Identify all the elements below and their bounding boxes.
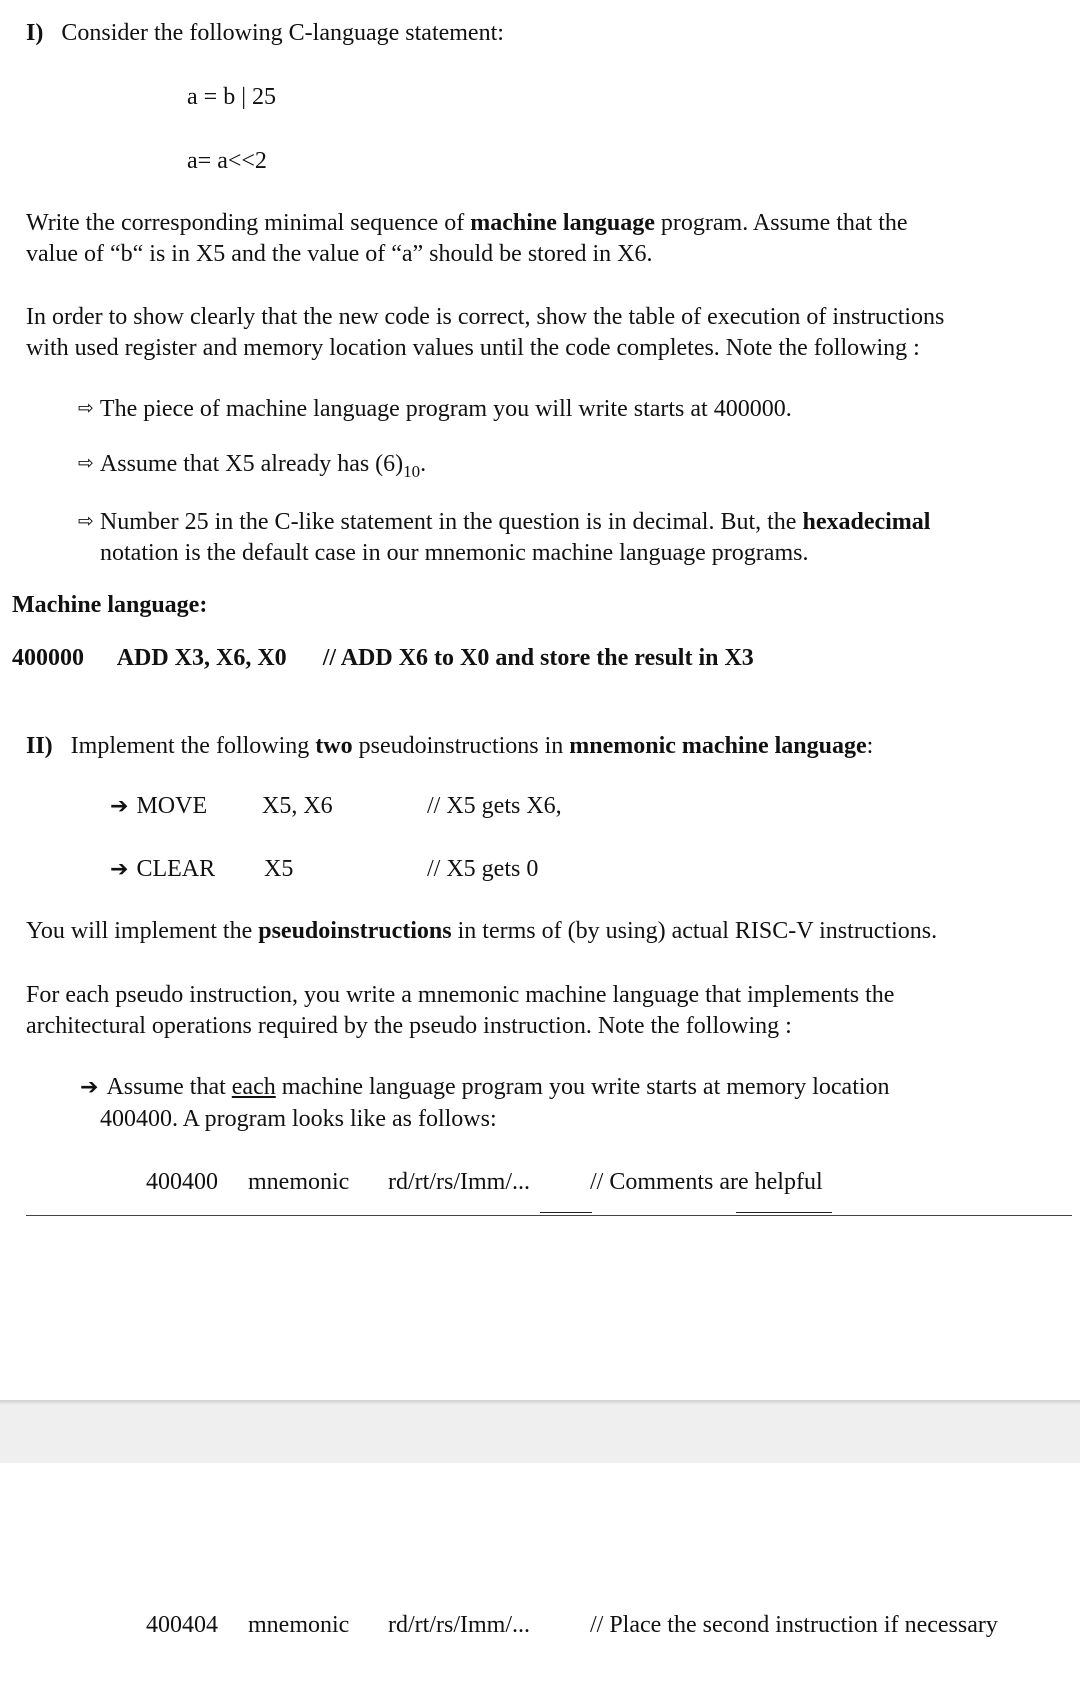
bullet-text: Number 25 in the C-like statement in the question is in decimal. But, the: [99, 509, 803, 535]
pseudo-op-name: CLEAR: [136, 856, 216, 882]
text-segment: pseudoinstructions in: [352, 733, 570, 759]
divider-accent: [540, 1212, 592, 1213]
bold-term-machine-language: machine language: [470, 210, 655, 236]
note-line-1: [80, 1074, 890, 1101]
answer-comment: // ADD X6 to X0 and store the result in X3: [322, 645, 754, 671]
separator-band: [0, 1405, 1080, 1463]
text-segment: Implement the following: [70, 733, 316, 759]
open-arrow-icon: ⇨: [78, 510, 94, 532]
template2-comment: // Place the second instruction if necessary: [590, 1612, 998, 1638]
text-segment: :: [866, 733, 874, 759]
pseudo-op-move: [110, 793, 207, 820]
bold-term-pseudoinstructions: pseudoinstructions: [258, 918, 452, 944]
pseudo-op-clear-comment: // X5 gets 0: [427, 856, 539, 882]
divider-line: [26, 1215, 1072, 1216]
bold-term-two: two: [315, 733, 353, 759]
part2-paragraph-2-line-2: architectural operations required by the pseudo instruction. Note the following :: [26, 1013, 792, 1039]
bullet-hex-note-line-1: [78, 509, 930, 536]
instructions-paragraph-1-line-1: [26, 210, 908, 237]
bold-term-mnemonic-machine-language: mnemonic machine language: [569, 733, 867, 759]
template2-address: 400404: [146, 1612, 218, 1638]
template1-operands: rd/rt/rs/Imm/...: [388, 1169, 530, 1195]
note-line-2: 400400. A program looks like as follows:: [100, 1106, 497, 1132]
open-arrow-icon: ⇨: [78, 397, 94, 419]
text-segment: Write the corresponding minimal sequence of: [26, 210, 471, 236]
solid-arrow-icon: ➔: [110, 794, 129, 819]
solid-arrow-icon: ➔: [80, 1075, 99, 1100]
instructions-paragraph-2-line-1: In order to show clearly that the new code is correct, show the table of execution of instructions: [26, 304, 945, 330]
c-statement-line-2: a= a<<2: [187, 148, 267, 174]
template2-operands: rd/rt/rs/Imm/...: [388, 1612, 530, 1638]
part2-heading: [26, 733, 873, 760]
pseudo-op-move-args: X5, X6: [262, 793, 333, 819]
template1-address: 400400: [146, 1169, 218, 1195]
template2-mnemonic: mnemonic: [248, 1612, 350, 1638]
part2-paragraph-2-line-1: For each pseudo instruction, you write a mnemonic machine language that implements the: [26, 982, 895, 1008]
divider-accent: [736, 1212, 832, 1213]
answer-instruction: ADD X3, X6, X0: [116, 645, 287, 671]
underlined-term-each: each: [231, 1074, 276, 1100]
bullet-text: The piece of machine language program you will write starts at 400000.: [99, 396, 792, 422]
pseudo-op-clear: [110, 856, 215, 883]
part1-heading-text: Consider the following C-language statement:: [61, 20, 504, 46]
pseudo-op-clear-args: X5: [264, 856, 294, 882]
bullet-x5-value: [78, 451, 426, 482]
part1-number: I): [26, 20, 44, 46]
instructions-paragraph-1-line-2: value of “b“ is in X5 and the value of “a” should be stored in X6.: [26, 241, 653, 267]
bullet-text-end: .: [420, 451, 427, 477]
answer-line: [12, 645, 754, 672]
text-segment: Assume that: [106, 1074, 232, 1100]
text-segment: machine language program you write starts at memory location: [275, 1074, 890, 1100]
pseudo-op-move-comment: // X5 gets X6,: [427, 793, 562, 819]
text-segment: in terms of (by using) actual RISC-V instructions.: [451, 918, 938, 944]
bullet-start-address: [78, 396, 792, 423]
template1-comment: // Comments are helpful: [590, 1169, 823, 1195]
c-statement-line-1: a = b | 25: [187, 84, 276, 110]
solid-arrow-icon: ➔: [110, 857, 129, 882]
text-segment: You will implement the: [26, 918, 259, 944]
template1-mnemonic: mnemonic: [248, 1169, 350, 1195]
part2-paragraph-1: [26, 918, 937, 945]
pseudo-op-name: MOVE: [136, 793, 208, 819]
open-arrow-icon: ⇨: [78, 452, 94, 474]
instructions-paragraph-2-line-2: with used register and memory location values until the code completes. Note the following :: [26, 335, 920, 361]
answer-address: 400000: [12, 645, 84, 671]
part1-heading: [26, 20, 504, 47]
bullet-hex-note-line-2: notation is the default case in our mnemonic machine language programs.: [100, 540, 809, 566]
bullet-text: Assume that X5 already has (6): [99, 451, 404, 477]
machine-language-label: Machine language:: [12, 592, 208, 618]
part2-number: II): [26, 733, 53, 759]
subscript-base: 10: [403, 461, 421, 481]
text-segment: program. Assume that the: [654, 210, 908, 236]
bold-term-hexadecimal: hexadecimal: [802, 509, 931, 535]
